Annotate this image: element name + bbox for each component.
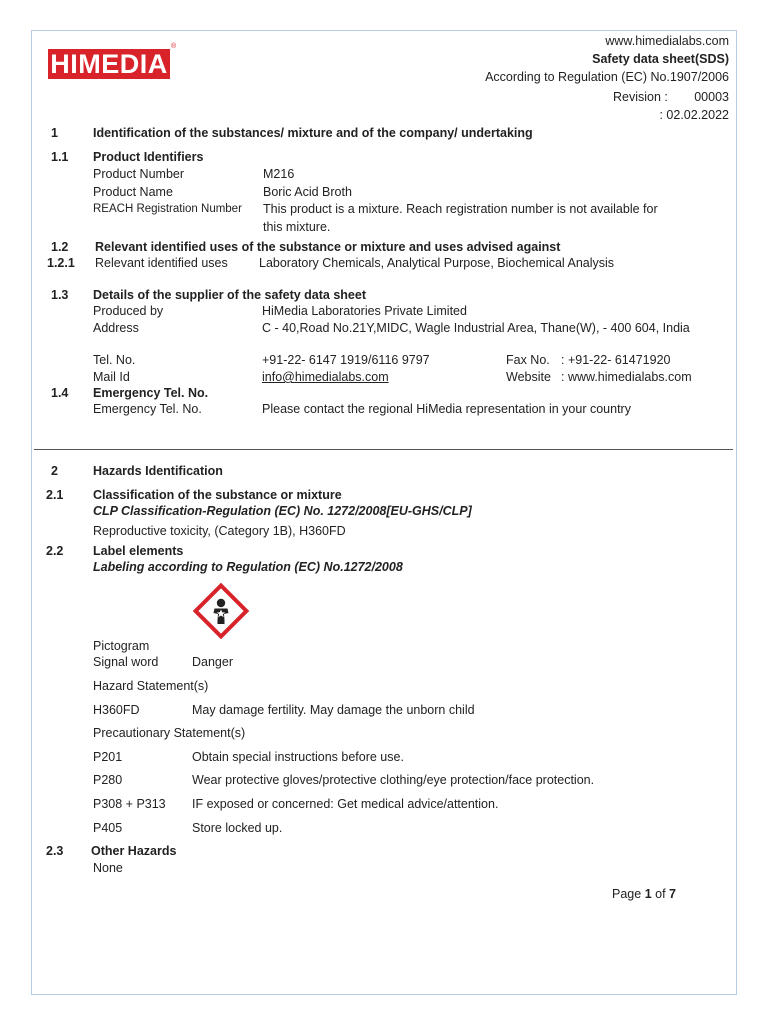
address-label: Address [93, 321, 139, 335]
section-divider [34, 449, 733, 450]
website-value[interactable]: : www.himedialabs.com [561, 370, 692, 384]
regulation: According to Regulation (EC) No.1907/2006 [485, 70, 729, 84]
emergency-value: Please contact the regional HiMedia representation in your country [262, 402, 631, 416]
page-number [612, 887, 676, 901]
section-1-2-title: Relevant identified uses of the substance or mixture and uses advised against [95, 240, 561, 254]
precaution-text: Obtain special instructions before use. [192, 750, 404, 764]
product-name: Boric Acid Broth [263, 185, 352, 199]
precaution-text: IF exposed or concerned: Get medical advice/attention. [192, 797, 499, 811]
section-1-3-number: 1.3 [51, 288, 69, 302]
page-current: 1 [644, 887, 652, 901]
section-1-3-title: Details of the supplier of the safety data sheet [93, 288, 366, 302]
section-1-number: 1 [51, 126, 58, 140]
emergency-label: Emergency Tel. No. [93, 402, 202, 416]
website-label: Website [506, 370, 551, 384]
signal-word-label: Signal word [93, 655, 159, 669]
section-2-3-title: Other Hazards [91, 844, 177, 858]
pictogram-label: Pictogram [93, 639, 150, 653]
produced-by: HiMedia Laboratories Private Limited [262, 304, 467, 318]
section-2-number: 2 [51, 464, 58, 478]
signal-word-value: Danger [192, 655, 233, 669]
hazard-code: H360FD [93, 703, 140, 717]
section-2-1-number: 2.1 [46, 488, 64, 502]
section-1-4-title: Emergency Tel. No. [93, 386, 209, 400]
address: C - 40,Road No.21Y,MIDC, Wagle Industrial Area, Thane(W), - 400 604, India [262, 321, 690, 335]
precaution-code: P280 [93, 773, 123, 787]
mail-label: Mail Id [93, 370, 130, 384]
page-total: 7 [669, 887, 676, 901]
tel-label: Tel. No. [93, 353, 136, 367]
revision-label: Revision : [613, 90, 668, 104]
mail-link[interactable]: info@himedialabs.com [262, 370, 389, 384]
section-1-1-title: Product Identifiers [93, 150, 204, 164]
hazard-statements-label: Hazard Statement(s) [93, 679, 209, 693]
revision-date: : 02.02.2022 [659, 108, 729, 122]
himedia-logo: HIMEDIA [48, 49, 170, 79]
clp-classification: CLP Classification-Regulation (EC) No. 1272/2008[EU-GHS/CLP] [93, 504, 472, 518]
product-number: M216 [263, 167, 295, 181]
tel: +91-22- 6147 1919/6116 9797 [262, 353, 430, 367]
section-2-3-number: 2.3 [46, 844, 64, 858]
classification-value: Reproductive toxicity, (Category 1B), H360FD [93, 524, 346, 538]
revision-value: 00003 [694, 90, 729, 104]
page-of: of [655, 887, 666, 901]
precaution-text: Store locked up. [192, 821, 283, 835]
section-1-2-1-number: 1.2.1 [47, 256, 75, 270]
identified-uses-label: Relevant identified uses [95, 256, 228, 270]
section-2-2-title: Label elements [93, 544, 184, 558]
precaution-code: P201 [93, 750, 123, 764]
produced-by-label: Produced by [93, 304, 164, 318]
reach-line-1: This product is a mixture. Reach registration number is not available for [263, 202, 658, 216]
labeling-regulation: Labeling according to Regulation (EC) No.1272/2008 [93, 560, 403, 574]
section-1-4-number: 1.4 [51, 386, 69, 400]
section-2-title: Hazards Identification [93, 464, 223, 478]
ghs08-health-hazard-icon [193, 583, 249, 639]
doc-title: Safety data sheet(SDS) [592, 52, 729, 66]
section-1-title: Identification of the substances/ mixture and of the company/ undertaking [93, 126, 533, 140]
fax: : +91-22- 61471920 [561, 353, 671, 367]
fax-label: Fax No. [506, 353, 550, 367]
hazard-text: May damage fertility. May damage the unborn child [192, 703, 475, 717]
section-1-2-number: 1.2 [51, 240, 69, 254]
section-2-1-title: Classification of the substance or mixture [93, 488, 342, 502]
precaution-code: P308 + P313 [93, 797, 166, 811]
other-hazards-value: None [93, 861, 123, 875]
page-label: Page [612, 887, 642, 901]
reach-line-2: this mixture. [263, 220, 331, 234]
product-name-label: Product Name [93, 185, 173, 199]
reach-label: REACH Registration Number [93, 203, 242, 215]
precaution-text: Wear protective gloves/protective clothing/eye protection/face protection. [192, 773, 595, 787]
section-2-2-number: 2.2 [46, 544, 64, 558]
header-website[interactable]: www.himedialabs.com [605, 34, 729, 48]
section-1-1-number: 1.1 [51, 150, 69, 164]
identified-uses-value: Laboratory Chemicals, Analytical Purpose, Biochemical Analysis [259, 256, 615, 270]
precaution-code: P405 [93, 821, 123, 835]
product-number-label: Product Number [93, 167, 185, 181]
registered-mark: ® [171, 43, 177, 50]
precautionary-label: Precautionary Statement(s) [93, 726, 246, 740]
